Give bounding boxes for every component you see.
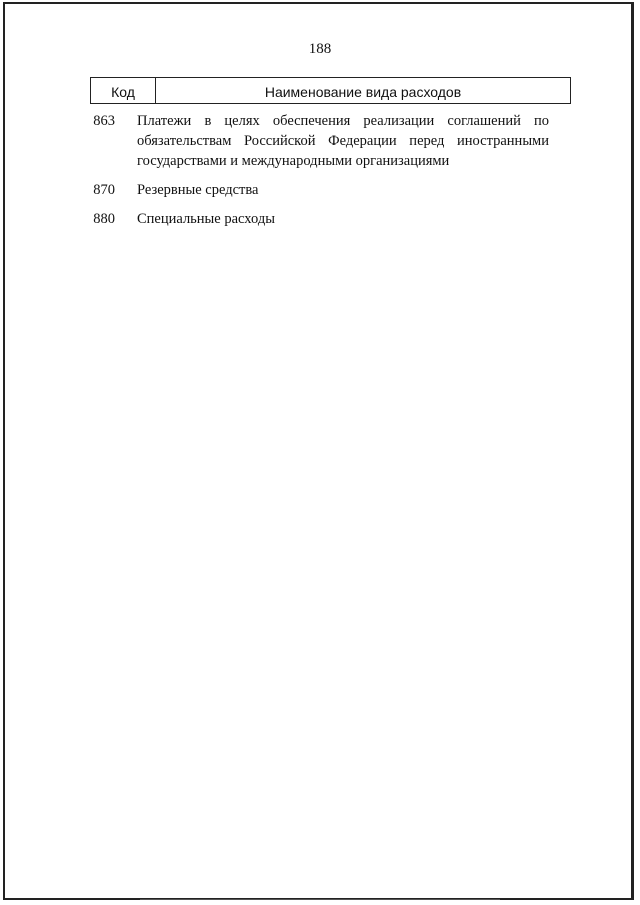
table-row [0, 209, 640, 229]
bottom-edge-line [140, 899, 500, 900]
table-row [0, 111, 640, 171]
row-name: Специальные расходы [137, 211, 275, 227]
table-header [90, 77, 571, 104]
column-header-name: Наименование вида расходов [264, 84, 462, 100]
row-name: Резервные средства [137, 182, 259, 198]
expense-types-list [0, 111, 640, 229]
row-code: 870 [93, 182, 115, 198]
row-name: Платежи в целях обеспечения реализации соглашений по обязательствам Российской Федерации перед иностранными государствами и международными организациями [137, 113, 549, 169]
table-row [0, 180, 640, 200]
row-code: 863 [93, 113, 115, 129]
row-code: 880 [93, 211, 115, 227]
column-header-code: Код [91, 78, 156, 103]
page-number: 188 [308, 41, 332, 57]
